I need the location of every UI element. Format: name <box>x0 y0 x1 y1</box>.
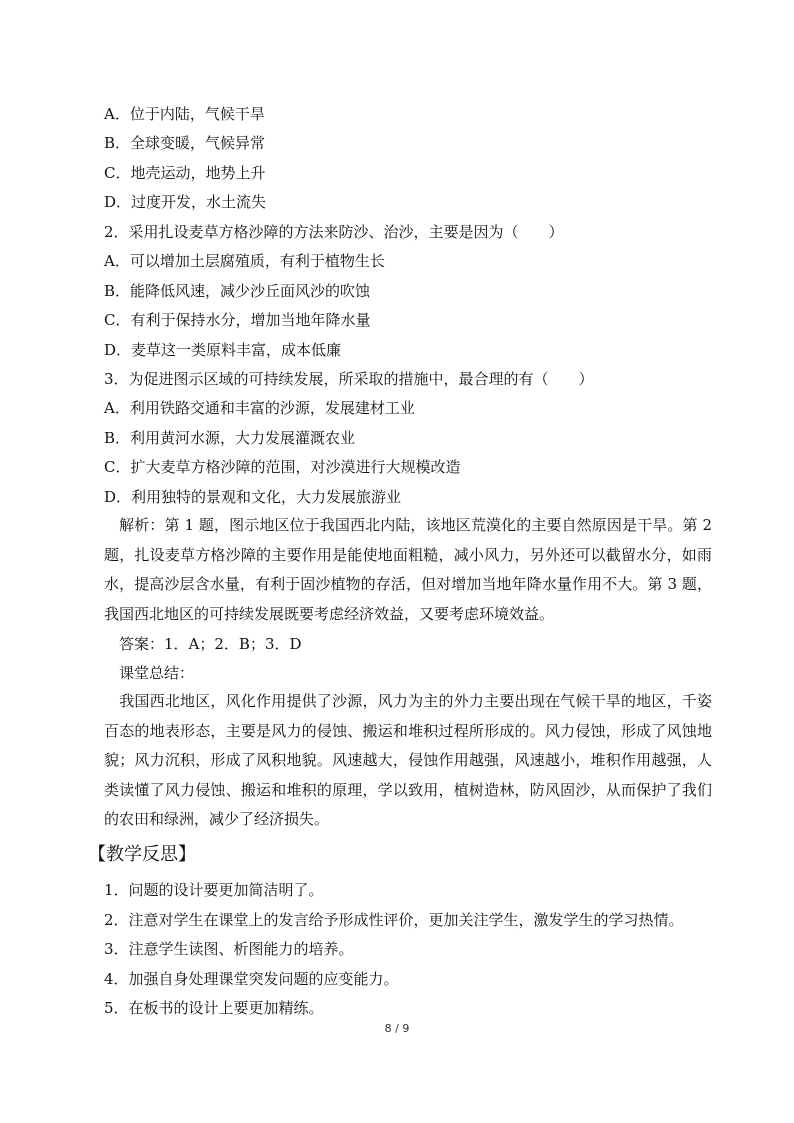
q1-option-d: D．过度开发，水土流失 <box>104 193 267 211</box>
reflection-item-3: 3．注意学生读图、析图能力的培养。 <box>104 940 354 958</box>
summary-label: 课堂总结： <box>104 664 195 682</box>
q1-option-a: A．位于内陆，气候干旱 <box>104 105 265 123</box>
q2-option-c: C．有利于保持水分，增加当地年降水量 <box>104 311 371 329</box>
reflection-item-2: 2．注意对学生在课堂上的发言给予形成性评价，更加关注学生，激发学生的学习热情。 <box>104 911 684 929</box>
q2-option-a: A．可以增加土层腐殖质，有利于植物生长 <box>104 252 385 270</box>
analysis-paragraph: 解析：第 1 题，图示地区位于我国西北内陆，该地区荒漠化的主要自然原因是干旱。第 2 题，扎设麦草方格沙障的主要作用是能使地面粗糙，减小风力，另外还可以截留水分，如雨水，提高沙层含水量，有利于固沙植物的存活，但对增加当地年降水量作用不大。第 3 题，我国西北地区的可持续发展既要考虑经济效益，又要考虑环境效益。 <box>104 516 712 623</box>
answer-line: 答案：1．A；2．B；3．D <box>104 635 302 653</box>
page-number: 8 / 9 <box>384 1022 410 1035</box>
summary-paragraph: 我国西北地区，风化作用提供了沙源，风力为主的外力主要出现在气候干旱的地区，千姿百态的地表形态，主要是风力的侵蚀、搬运和堆积过程所形成的。风力侵蚀，形成了风蚀地貌；风力沉积，形成了风积地貌。风速越大，侵蚀作用越强，风速越小，堆积作用越强，人类读懂了风力侵蚀、搬运和堆积的原理，学以致用，植树造林，防风固沙，从而保护了我们的农田和绿洲，减少了经济损失。 <box>104 692 712 829</box>
q1-option-c: C．地壳运动，地势上升 <box>104 164 266 182</box>
q3-option-a: A．利用铁路交通和丰富的沙源，发展建材工业 <box>104 399 415 417</box>
q3-stem: 3．为促进图示区域的可持续发展，所采取的措施中，最合理的有（ ） <box>104 370 594 388</box>
q2-option-d: D．麦草这一类原料丰富，成本低廉 <box>104 341 342 359</box>
q3-option-b: B．利用黄河水源，大力发展灌溉农业 <box>104 429 356 447</box>
q3-option-c: C．扩大麦草方格沙障的范围，对沙漠进行大规模改造 <box>104 458 461 476</box>
reflection-item-1: 1．问题的设计要更加简洁明了。 <box>104 881 324 899</box>
q2-option-b: B．能降低风速，减少沙丘面风沙的吹蚀 <box>104 282 371 300</box>
reflection-item-5: 5．在板书的设计上要更加精练。 <box>104 999 324 1017</box>
q1-option-b: B．全球变暖，气候异常 <box>104 134 266 152</box>
q3-option-d: D．利用独特的景观和文化，大力发展旅游业 <box>104 488 402 506</box>
reflection-item-4: 4．加强自身处理课堂突发问题的应变能力。 <box>104 970 399 988</box>
reflection-heading: 【教学反思】 <box>88 844 196 865</box>
q2-stem: 2．采用扎设麦草方格沙障的方法来防沙、治沙，主要是因为（ ） <box>104 223 564 241</box>
